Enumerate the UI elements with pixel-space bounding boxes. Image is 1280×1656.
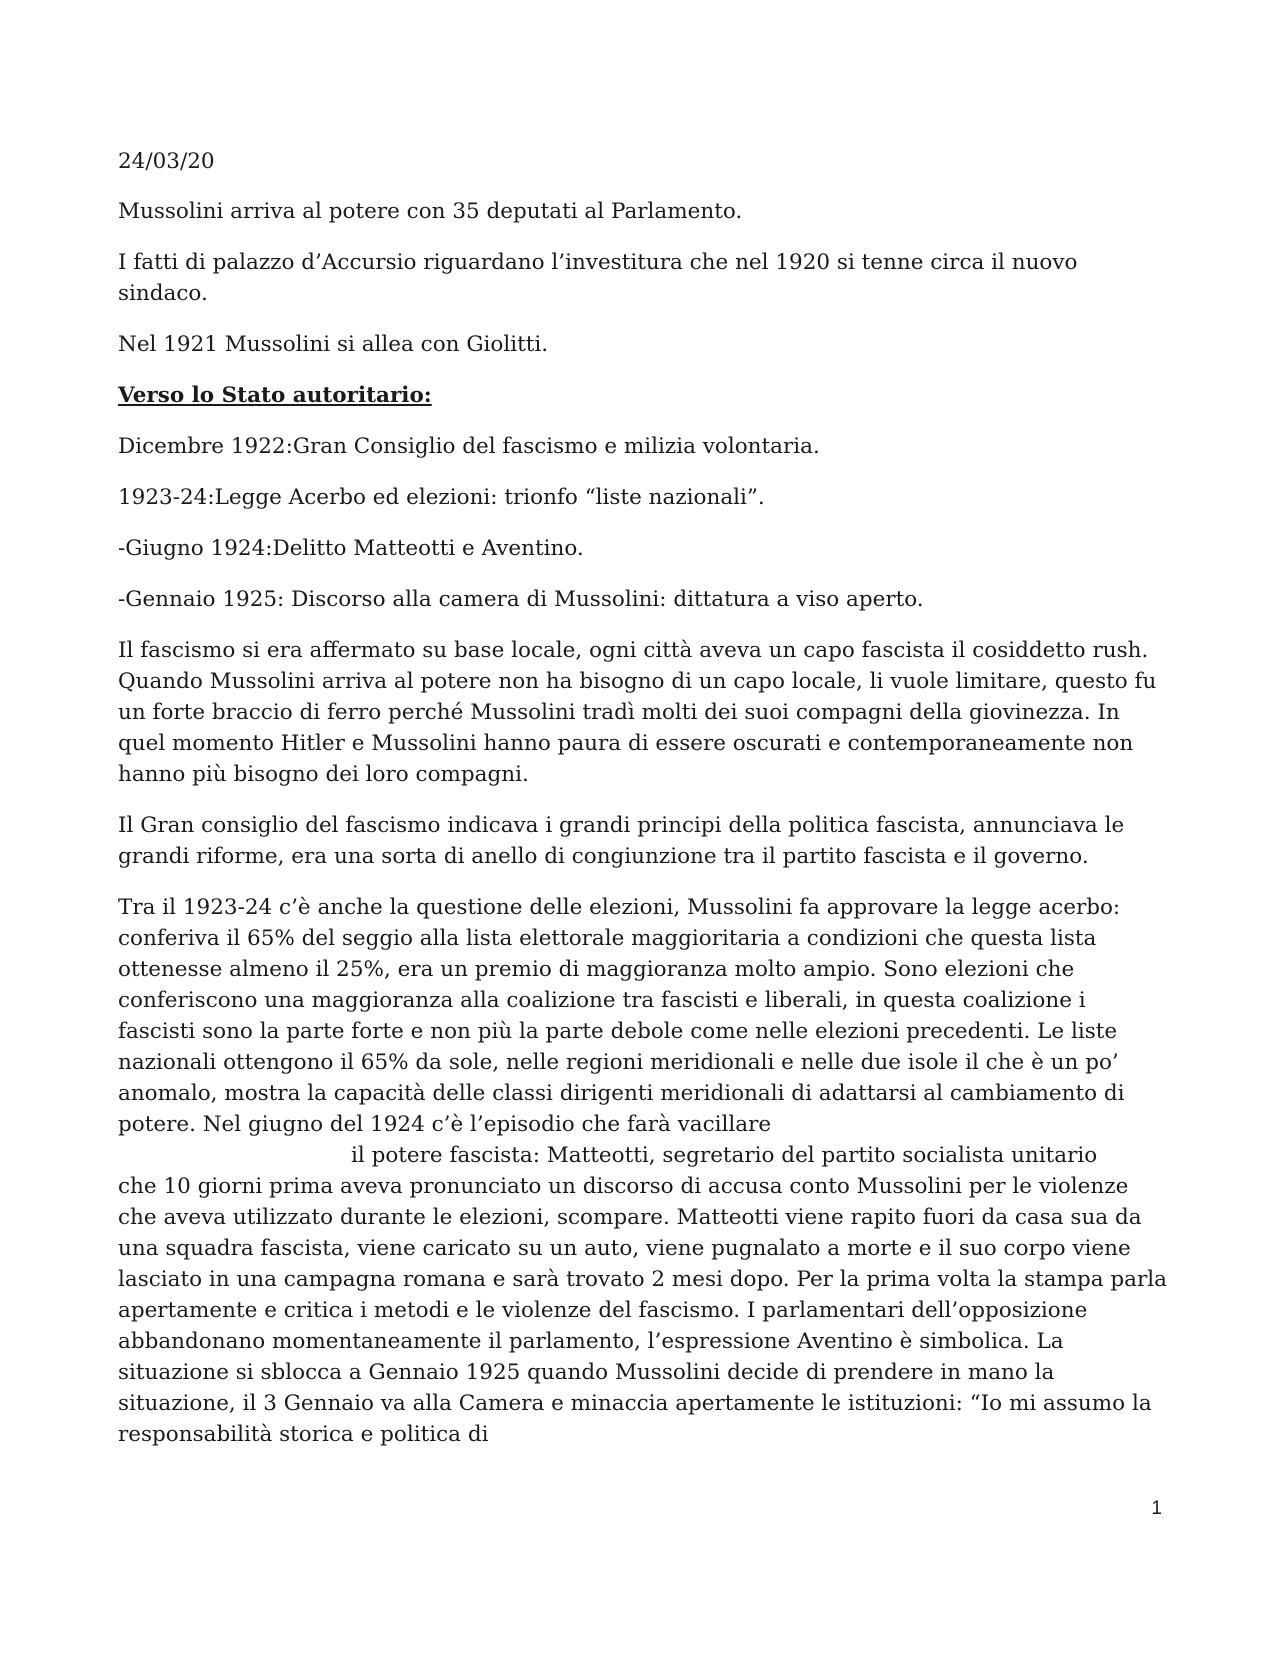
paragraph-giolitti-alliance: Nel 1921 Mussolini si allea con Giolitti. bbox=[118, 332, 549, 357]
paragraph-gran-consiglio: Il Gran consiglio del fascismo indicava i grandi principi della politica fascista, annunciava le grandi riforme, era una sorta di anello di congiunzione tra il partito fascista e il governo. bbox=[118, 813, 1125, 869]
paragraph-matteotti-text: che 10 giorni prima aveva pronunciato un discorso di accusa conto Mussolini per le violenze che aveva utilizzato durante le elezioni, scompare. Matteotti viene rapito fuori da casa sua da una squadra fascista, viene caricato su un auto, viene pugnalato a morte e il suo corpo viene lasciato in una campagna romana e sarà trovato 2 mesi dopo. Per la prima volta la stampa parla apertamente e critica i metodi e le violenze del fascismo. I parlamentari dell’opposizione abbandonano momentaneamente il parlamento, l’espressione Aventino è simbolica. La situazione si sblocca a Gennaio 1925 quando Mussolini decide di prendere in mano la situazione, il 3 Gennaio va alla Camera e minaccia apertamente le istituzioni: “Io mi assumo la responsabilità storica e politica di bbox=[118, 1174, 1167, 1447]
section-heading bbox=[118, 380, 1168, 411]
indented-line: il potere fascista: Matteotti, segretario del partito socialista unitario bbox=[351, 1143, 1098, 1168]
paragraph-mussolini-power: Mussolini arriva al potere con 35 deputati al Parlamento. bbox=[118, 199, 743, 224]
timeline-item: -Giugno 1924:Delitto Matteotti e Aventino. bbox=[118, 536, 584, 561]
timeline-item: 1923-24:Legge Acerbo ed elezioni: trionfo “liste nazionali”. bbox=[118, 485, 765, 510]
page-number: 1 bbox=[1151, 1498, 1162, 1519]
document-content bbox=[118, 146, 1168, 1470]
timeline-item: Dicembre 1922:Gran Consiglio del fascismo e milizia volontaria. bbox=[118, 434, 820, 459]
paragraph-local-fascism: Il fascismo si era affermato su base locale, ogni città aveva un capo fascista il cosiddetto rush. Quando Mussolini arriva al potere non ha bisogno di un capo locale, li vuole limitare, questo fu un forte braccio di ferro perché Mussolini tradì molti dei suoi compagni della giovinezza. In quel momento Hitler e Mussolini hanno paura di essere oscurati e contemporaneamente non hanno più bisogno dei loro compagni. bbox=[118, 638, 1157, 787]
timeline-item: -Gennaio 1925: Discorso alla camera di Mussolini: dittatura a viso aperto. bbox=[118, 587, 924, 612]
section-heading-text: Verso lo Stato autoritario: bbox=[118, 383, 432, 408]
paragraph-palazzo-accursio: I fatti di palazzo d’Accursio riguardano l’investitura che nel 1920 si tenne circa il nuovo sindaco. bbox=[118, 250, 1078, 306]
paragraph-elections-text: Tra il 1923-24 c’è anche la questione delle elezioni, Mussolini fa approvare la legge acerbo: conferiva il 65% del seggio alla lista elettorale maggioritaria a condizioni che questa lista ottenesse almeno il 25%, era un premio di maggioranza molto ampio. Sono elezioni che conferiscono una maggioranza alla coalizione tra fascisti e liberali, in questa coalizione i fascisti sono la parte forte e non più la parte debole come nelle elezioni precedenti. Le liste nazionali ottengono il 65% da sole, nelle regioni meridionali e nelle due isole il che è un po’ anomalo, mostra la capacità delle classi dirigenti meridionali di adattarsi al cambiamento di potere. Nel giugno del 1924 c’è l’episodio che farà vacillare bbox=[118, 895, 1125, 1137]
paragraph-elections-matteotti bbox=[118, 892, 1168, 1450]
document-date: 24/03/20 bbox=[118, 149, 215, 174]
